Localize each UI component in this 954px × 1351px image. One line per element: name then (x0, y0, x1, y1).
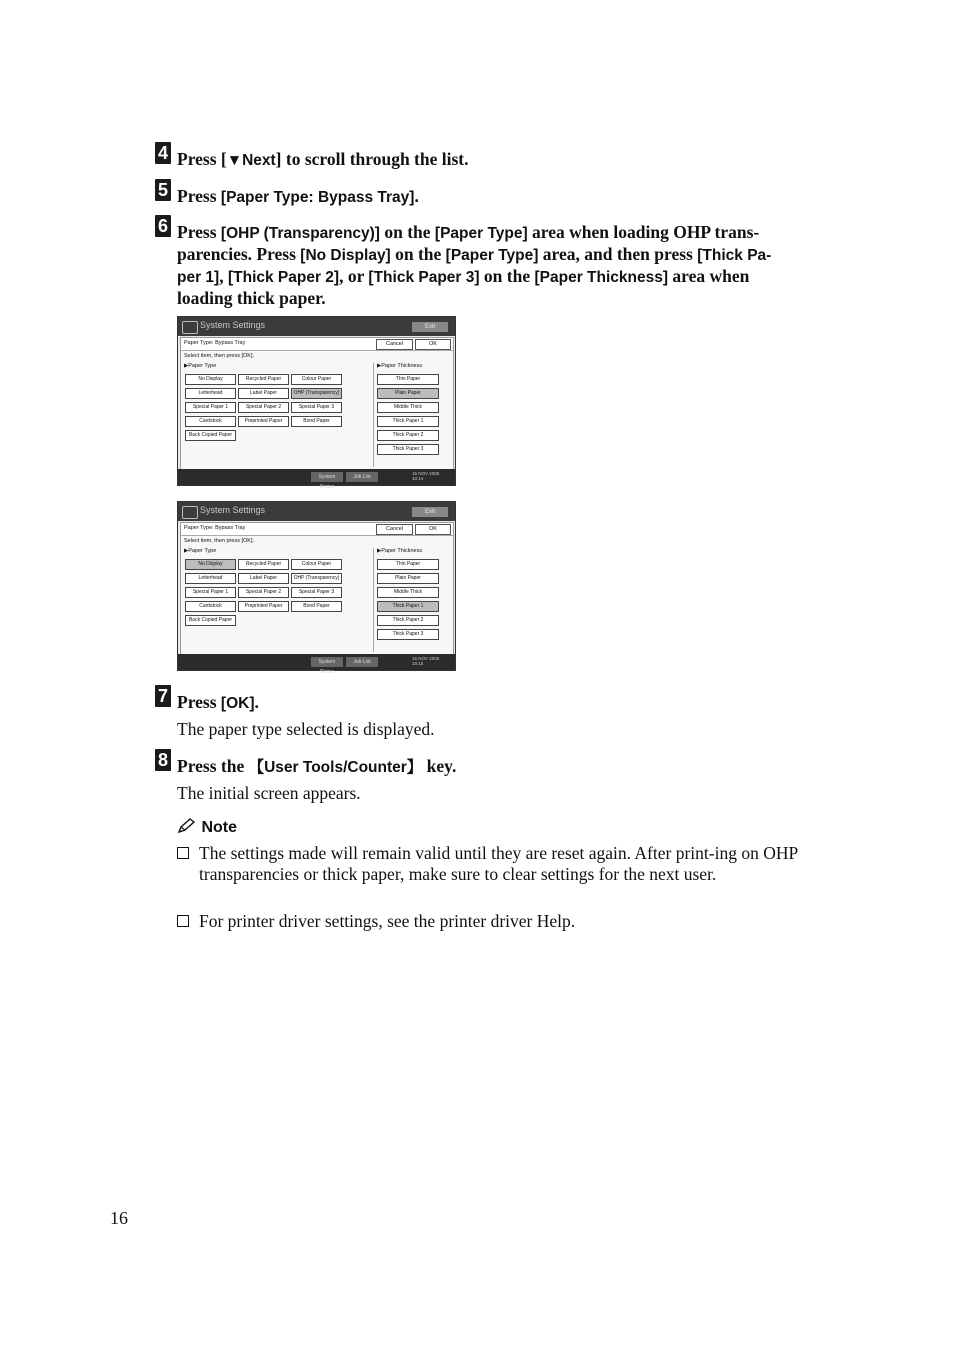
copier-icon (182, 321, 198, 334)
ohp-transparency-button[interactable]: OHP (Transparency) (291, 388, 342, 399)
cancel-button[interactable]: Cancel (376, 524, 413, 535)
title-bar: System Settings (178, 317, 455, 336)
step-5: Press [Paper Type: Bypass Tray]. (177, 186, 419, 206)
letterhead-button[interactable]: Letterhead (185, 388, 236, 399)
bond-paper-button[interactable]: Bond Paper (291, 601, 342, 612)
checkbox-bullet-icon (177, 915, 189, 927)
preprinted-paper-button[interactable]: Preprinted Paper (238, 601, 289, 612)
screenshot-paper-type-2 (177, 501, 456, 675)
step-8-result: The initial screen appears. (177, 783, 361, 803)
note-item-1: The settings made will remain valid until they are reset again. After print-ing on OHP transparencies or thick paper, make sure to clear settings for the next user. (177, 843, 802, 907)
middle-thick-button[interactable]: Middle Thick (377, 587, 439, 598)
exit-button[interactable]: Exit (412, 322, 448, 332)
no-display-button[interactable]: No Display (185, 559, 236, 570)
preprinted-paper-button[interactable]: Preprinted Paper (238, 416, 289, 427)
system-status-button[interactable]: System Status (311, 657, 343, 667)
cardstock-button[interactable]: Cardstock (185, 601, 236, 612)
label-paper-button[interactable]: Label Paper (238, 388, 289, 399)
job-list-button[interactable]: Job List (346, 657, 378, 667)
title-bar: System Settings (178, 502, 455, 521)
step-number-5: 5 (155, 179, 171, 201)
system-status-button[interactable]: System Status (311, 472, 343, 482)
colour-paper-button[interactable]: Colour Paper (291, 374, 342, 385)
thin-paper-button[interactable]: Thin Paper (377, 374, 439, 385)
back-copied-paper-button[interactable]: Back Copied Paper (185, 615, 236, 626)
thin-paper-button[interactable]: Thin Paper (377, 559, 439, 570)
colour-paper-button[interactable]: Colour Paper (291, 559, 342, 570)
plain-paper-button[interactable]: Plain Paper (377, 388, 439, 399)
checkbox-bullet-icon (177, 847, 189, 859)
step-4: Press [▼Next] to scroll through the list. (177, 149, 469, 169)
cancel-button[interactable]: Cancel (376, 339, 413, 350)
special-paper-2-button[interactable]: Special Paper 2 (238, 587, 289, 598)
thick-paper-3-button[interactable]: Thick Paper 3 (377, 444, 439, 455)
ok-button[interactable]: OK (415, 524, 451, 535)
page-number: 16 (110, 1208, 128, 1228)
note-heading: Note (177, 818, 237, 837)
status-bar: System Status Job List 15 NOV 2006 10:15 (178, 654, 455, 670)
status-bar: System Status Job List 15 NOV 2006 10:14 (178, 469, 455, 485)
step-6: Press [OHP (Transparency)] on the [Paper Type] area when loading OHP trans- parencies. Press [No Display] on the [Paper Type] area, and then press [Thick Pa- per 1], [Thick Paper 2], or [Thick Paper 3] on the [Paper Thickness] area when loading thick paper. (177, 222, 772, 308)
step-7-result: The paper type selected is displayed. (177, 719, 435, 739)
settings-panel: Paper Type: Bypass Tray Cancel OK Select item, then press [OK]. ▶Paper Type ▶Paper Thickness No Display Recycled Paper Colour Paper Letterhead Label Paper OHP (Transparency) Special Paper 1 Special Paper 2 Special Paper 3 Cardstock Preprinted Paper Bond Paper Back Copied Paper Thin Paper Plain Paper Middle Thick Thick Paper 1 Thick Paper 2 Thick Paper 3 (180, 522, 454, 655)
step-number-7: 7 (155, 685, 171, 707)
ok-button[interactable]: OK (415, 339, 451, 350)
back-copied-paper-button[interactable]: Back Copied Paper (185, 430, 236, 441)
special-paper-3-button[interactable]: Special Paper 3 (291, 587, 342, 598)
special-paper-1-button[interactable]: Special Paper 1 (185, 402, 236, 413)
step-number-4: 4 (155, 142, 171, 164)
thick-paper-1-button[interactable]: Thick Paper 1 (377, 601, 439, 612)
plain-paper-button[interactable]: Plain Paper (377, 573, 439, 584)
cardstock-button[interactable]: Cardstock (185, 416, 236, 427)
special-paper-2-button[interactable]: Special Paper 2 (238, 402, 289, 413)
settings-panel: Paper Type: Bypass Tray Cancel OK Select item, then press [OK]. ▶Paper Type ▶Paper Thickness No Display Recycled Paper Colour Paper Letterhead Label Paper OHP (Transparency) Special Paper 1 Special Paper 2 Special Paper 3 Cardstock Preprinted Paper Bond Paper Back Copied Paper Thin Paper Plain Paper Middle Thick Thick Paper 1 Thick Paper 2 Thick Paper 3 (180, 337, 454, 470)
no-display-button[interactable]: No Display (185, 374, 236, 385)
bond-paper-button[interactable]: Bond Paper (291, 416, 342, 427)
step-number-8: 8 (155, 749, 171, 771)
note-item-2: For printer driver settings, see the printer driver Help. (177, 911, 802, 933)
recycled-paper-button[interactable]: Recycled Paper (238, 374, 289, 385)
middle-thick-button[interactable]: Middle Thick (377, 402, 439, 413)
thick-paper-2-button[interactable]: Thick Paper 2 (377, 615, 439, 626)
recycled-paper-button[interactable]: Recycled Paper (238, 559, 289, 570)
step-7: Press [OK]. (177, 692, 259, 712)
pencil-icon (177, 818, 197, 834)
special-paper-3-button[interactable]: Special Paper 3 (291, 402, 342, 413)
thick-paper-3-button[interactable]: Thick Paper 3 (377, 629, 439, 640)
step-number-6: 6 (155, 215, 171, 237)
letterhead-button[interactable]: Letterhead (185, 573, 236, 584)
exit-button[interactable]: Exit (412, 507, 448, 517)
ohp-transparency-button[interactable]: OHP (Transparency) (291, 573, 342, 584)
special-paper-1-button[interactable]: Special Paper 1 (185, 587, 236, 598)
step-8: Press the 【User Tools/Counter】 key. (177, 756, 457, 776)
job-list-button[interactable]: Job List (346, 472, 378, 482)
thick-paper-1-button[interactable]: Thick Paper 1 (377, 416, 439, 427)
label-paper-button[interactable]: Label Paper (238, 573, 289, 584)
copier-icon (182, 506, 198, 519)
thick-paper-2-button[interactable]: Thick Paper 2 (377, 430, 439, 441)
screenshot-paper-type-1 (177, 316, 456, 490)
